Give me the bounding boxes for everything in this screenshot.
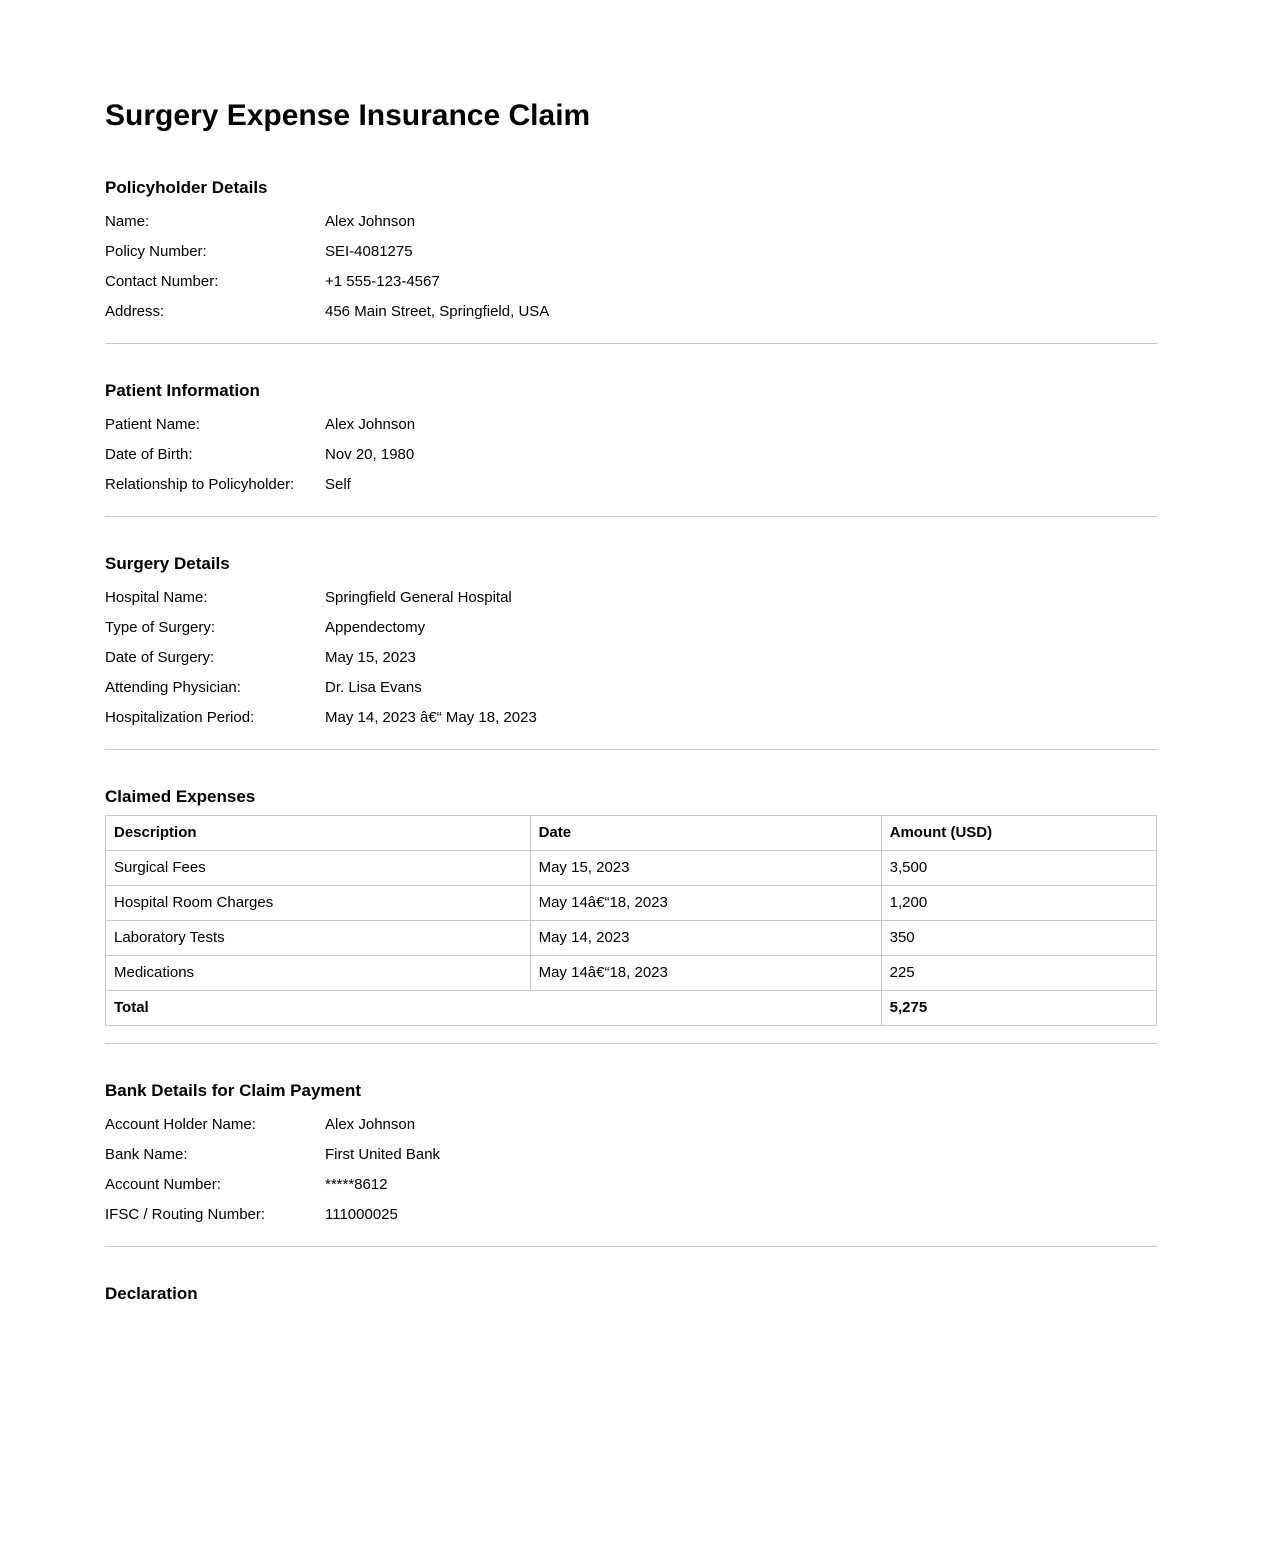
field-row-relationship [105,469,1157,499]
declaration-heading: Declaration [105,1284,198,1303]
field-label: Attending Physician: [105,678,241,696]
field-value: Springfield General Hospital [325,588,512,606]
column-header-description: Description [106,816,531,851]
policyholder-fields [105,206,1157,326]
field-label: Date of Surgery: [105,648,215,666]
claimed-expenses-heading: Claimed Expenses [105,787,256,806]
section-surgery-details [105,553,1157,732]
table-total-row [106,991,1157,1026]
field-label: Bank Name: [105,1145,188,1163]
page-title: Surgery Expense Insurance Claim [105,99,591,132]
field-value: Appendectomy [325,618,426,636]
field-row-ifsc-routing-number [105,1199,1157,1229]
expenses-table [105,815,1157,1026]
table-row [106,851,1157,886]
column-header-amount: Amount (USD) [881,816,1156,851]
section-declaration [105,1283,1157,1304]
field-row-account-holder-name [105,1109,1157,1139]
field-value: Self [325,475,351,493]
table-cell-date: May 14â€“18, 2023 [530,886,881,921]
field-value: Alex Johnson [325,1115,416,1133]
table-cell-date: May 14, 2023 [530,921,881,956]
patient-fields [105,409,1157,499]
field-row-patient-name [105,409,1157,439]
policyholder-details-heading: Policyholder Details [105,178,268,197]
field-label: Patient Name: [105,415,201,433]
field-value: 111000025 [325,1205,398,1223]
field-label: Hospital Name: [105,588,208,606]
table-cell-description: Medications [106,956,531,991]
field-row-hospital-name [105,582,1157,612]
surgery-fields [105,582,1157,732]
table-cell-amount: 350 [881,921,1156,956]
section-divider [105,516,1157,517]
field-row-type-of-surgery [105,612,1157,642]
section-claimed-expenses [105,786,1157,1026]
field-row-hospitalization-period [105,702,1157,732]
surgery-details-heading: Surgery Details [105,554,230,573]
section-bank-details [105,1080,1157,1229]
field-label: Account Number: [105,1175,221,1193]
total-label: Total [106,991,882,1026]
table-row [106,921,1157,956]
table-cell-amount: 1,200 [881,886,1156,921]
field-label: Contact Number: [105,272,219,290]
field-row-bank-name [105,1139,1157,1169]
field-row-account-number [105,1169,1157,1199]
field-value: +1 555-123-4567 [325,272,440,290]
table-cell-description: Surgical Fees [106,851,531,886]
table-cell-amount: 3,500 [881,851,1156,886]
field-value: SEI-4081275 [325,242,413,260]
field-value: Alex Johnson [325,415,416,433]
total-value: 5,275 [881,991,1156,1026]
section-divider [105,749,1157,750]
field-value: Alex Johnson [325,212,416,230]
table-row [106,886,1157,921]
patient-information-heading: Patient Information [105,381,260,400]
field-label: Type of Surgery: [105,618,216,636]
field-row-attending-physician [105,672,1157,702]
field-value: *****8612 [325,1175,388,1193]
field-value: First United Bank [325,1145,441,1163]
section-patient-information [105,380,1157,499]
field-row-policy-number [105,236,1157,266]
table-cell-date: May 14â€“18, 2023 [530,956,881,991]
table-cell-description: Hospital Room Charges [106,886,531,921]
bank-fields [105,1109,1157,1229]
section-divider [105,1246,1157,1247]
field-value: Nov 20, 1980 [325,445,415,463]
table-cell-amount: 225 [881,956,1156,991]
section-divider [105,343,1157,344]
field-label: Policy Number: [105,242,207,260]
field-label: Name: [105,212,150,230]
field-value: 456 Main Street, Springfield, USA [325,302,550,320]
field-label: Relationship to Policyholder: [105,475,295,493]
table-cell-description: Laboratory Tests [106,921,531,956]
section-divider [105,1043,1157,1044]
field-value: Dr. Lisa Evans [325,678,422,696]
table-row [106,956,1157,991]
section-policyholder-details [105,177,1157,326]
field-row-date-of-birth [105,439,1157,469]
table-header-row [106,816,1157,851]
field-label: IFSC / Routing Number: [105,1205,266,1223]
column-header-date: Date [530,816,881,851]
field-row-address [105,296,1157,326]
field-value: May 14, 2023 â€“ May 18, 2023 [325,708,537,726]
field-row-name [105,206,1157,236]
field-label: Date of Birth: [105,445,193,463]
field-value: May 15, 2023 [325,648,416,666]
field-row-date-of-surgery [105,642,1157,672]
field-label: Account Holder Name: [105,1115,256,1133]
bank-details-heading: Bank Details for Claim Payment [105,1081,362,1100]
field-label: Hospitalization Period: [105,708,255,726]
field-label: Address: [105,302,165,320]
table-cell-date: May 15, 2023 [530,851,881,886]
field-row-contact-number [105,266,1157,296]
